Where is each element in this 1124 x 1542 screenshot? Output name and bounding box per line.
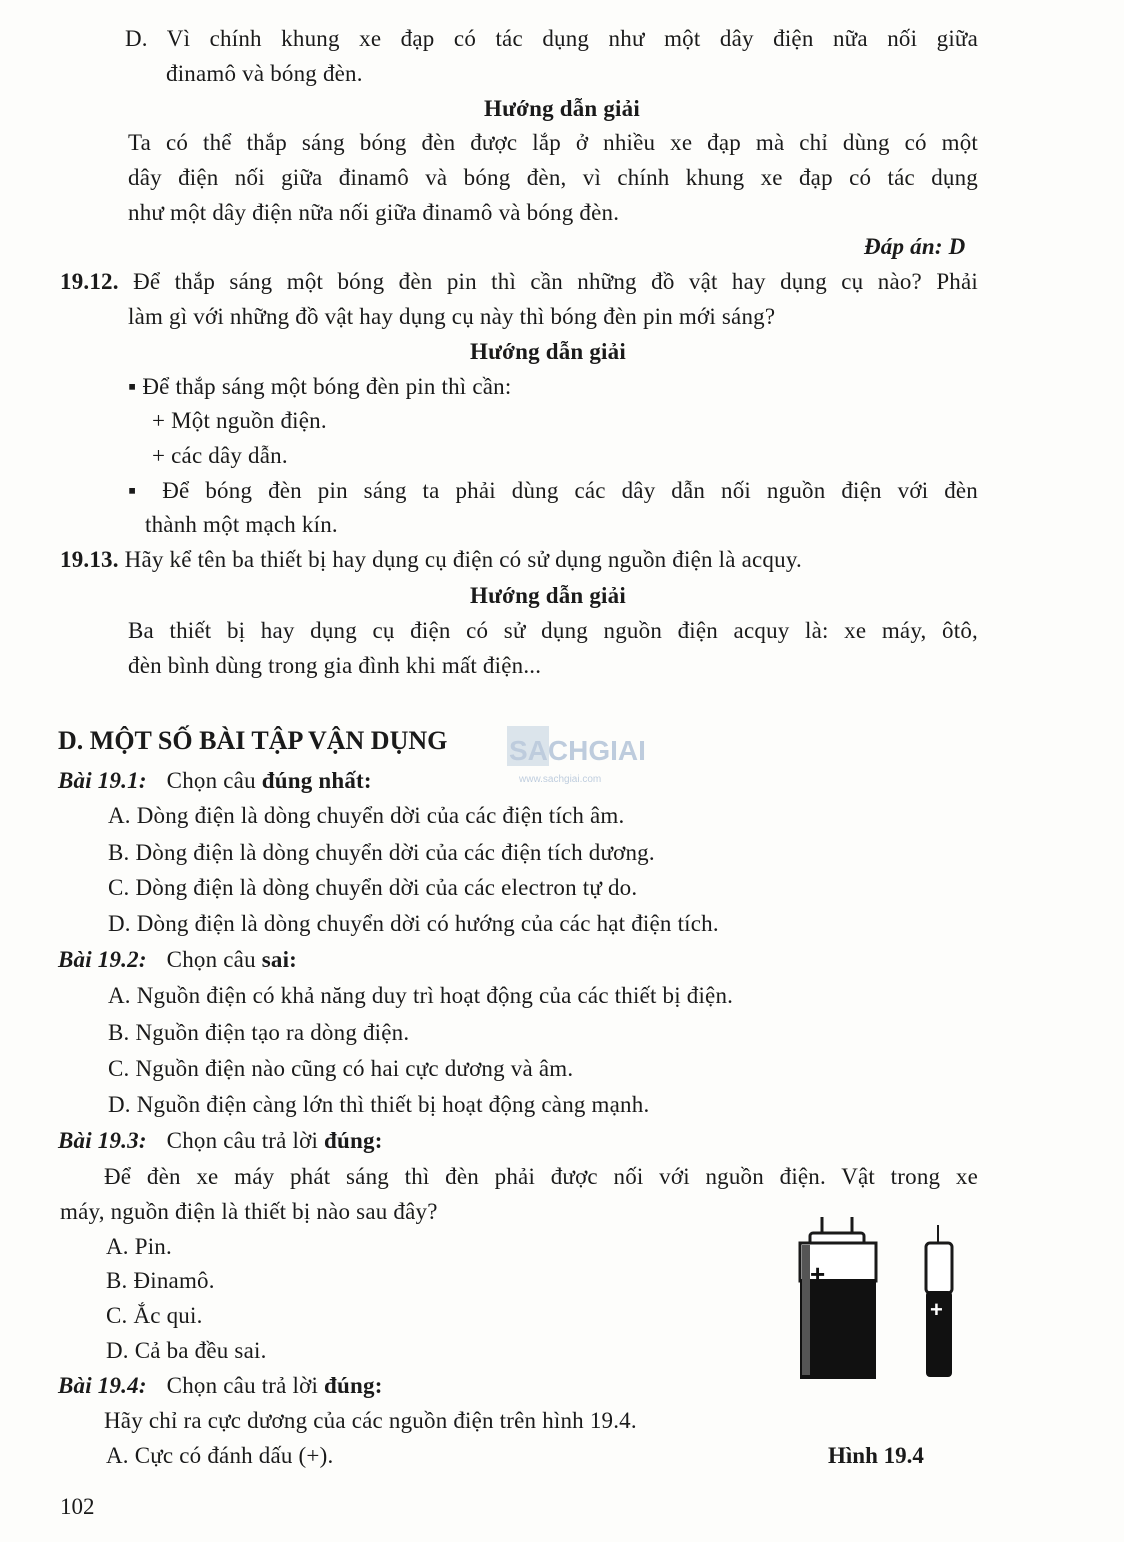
question-number: 19.12.	[60, 269, 119, 294]
exercise-19-4-prompt	[58, 1371, 383, 1401]
sub-item: + các dây dẫn.	[152, 443, 288, 468]
prompt-plain: Chọn câu	[166, 768, 262, 793]
watermark-url: www.sachgiai.com	[519, 774, 602, 785]
option-c: C. Dòng điện là dòng chuyển dời của các electron tự do.	[108, 875, 638, 900]
guide-title: Hướng dẫn giải	[484, 96, 640, 121]
prompt-bold: sai:	[261, 947, 298, 972]
bullet-text: Để bóng đèn pin sáng ta phải dùng các dây dẫn nối nguồn điện với đèn	[162, 478, 979, 503]
watermark-text: SACHGIAI	[509, 735, 646, 766]
exercise-question-line: Hãy chỉ ra cực dương của các nguồn điện trên hình 19.4.	[104, 1408, 637, 1433]
guide-text-line: đèn bình dùng trong gia đình khi mất điện...	[128, 653, 542, 678]
question-text: Để thắp sáng một bóng đèn pin thì cần những đồ vật hay dụng cụ nào? Phải	[133, 269, 979, 294]
exercise-19-2-prompt	[58, 945, 297, 975]
option-c: C. Ắc qui.	[106, 1303, 203, 1328]
option-a: A. Dòng điện là dòng chuyển dời của các điện tích âm.	[108, 803, 625, 828]
guide-text-line: Ba thiết bị hay dụng cụ điện có sử dụng nguồn điện acquy là: xe máy, ôtô,	[128, 618, 978, 643]
plus-mark: +	[810, 1259, 826, 1289]
exercise-question-line: máy, nguồn điện là thiết bị nào sau đây?	[60, 1199, 438, 1224]
battery-figure	[790, 1215, 960, 1385]
question-19-12-line-2: làm gì với những đồ vật hay dụng cụ này thì bóng đèn pin mới sáng?	[128, 304, 776, 329]
page-number: 102	[60, 1494, 95, 1519]
exercise-label: Bài 19.3:	[58, 1128, 147, 1153]
bullet-item	[128, 372, 511, 402]
bullet-icon: ▪	[128, 374, 137, 399]
exercise-label: Bài 19.4:	[58, 1373, 147, 1398]
bullet-icon: ▪	[128, 478, 147, 503]
plus-mark: +	[930, 1297, 943, 1322]
prompt-bold: đúng:	[324, 1373, 383, 1398]
option-b: B. Dòng điện là dòng chuyển dời của các điện tích dương.	[108, 840, 655, 865]
exercise-19-1-prompt	[58, 766, 372, 796]
exercise-label: Bài 19.1:	[58, 768, 147, 793]
guide-text-line: như một dây điện nữa nối giữa đinamô và bóng đèn.	[128, 200, 620, 225]
prompt-plain: Chọn câu trả lời	[166, 1128, 325, 1153]
watermark-logo	[505, 718, 646, 788]
option-d-line-1: D. Vì chính khung xe đạp có tác dụng như một dây điện nữa nối giữa	[125, 26, 978, 51]
bullet-item	[128, 476, 978, 506]
prompt-plain: Chọn câu trả lời	[166, 1373, 325, 1398]
sub-item: + Một nguồn điện.	[152, 408, 327, 433]
bullet-text-cont: thành một mạch kín.	[145, 512, 338, 537]
option-d: D. Nguồn điện càng lớn thì thiết bị hoạt động càng mạnh.	[108, 1092, 650, 1117]
option-c: C. Nguồn điện nào cũng có hai cực dương và âm.	[108, 1056, 574, 1081]
question-number: 19.13.	[60, 547, 119, 572]
option-d: D. Cả ba đều sai.	[106, 1338, 267, 1363]
guide-title: Hướng dẫn giải	[470, 339, 626, 364]
answer-label: Đáp án: D	[864, 234, 966, 259]
battery-slim	[926, 1225, 952, 1377]
option-a: A. Cực có đánh dấu (+).	[106, 1443, 334, 1468]
exercise-question-line: Để đèn xe máy phát sáng thì đèn phải được nối với nguồn điện. Vật trong xe	[104, 1164, 978, 1189]
option-a: A. Nguồn điện có khả năng duy trì hoạt động của các thiết bị điện.	[108, 983, 734, 1008]
exercise-label: Bài 19.2:	[58, 947, 147, 972]
figure-caption: Hình 19.4	[828, 1443, 924, 1468]
option-b: B. Đinamô.	[106, 1268, 215, 1293]
prompt-bold: đúng nhất:	[261, 768, 372, 793]
bullet-text: Để thắp sáng một bóng đèn pin thì cần:	[142, 374, 512, 399]
exercise-19-3-prompt	[58, 1126, 383, 1156]
question-text: Hãy kể tên ba thiết bị hay dụng cụ điện có sử dụng nguồn điện là acquy.	[124, 547, 802, 572]
battery-large	[800, 1217, 876, 1379]
prompt-plain: Chọn câu	[166, 947, 262, 972]
option-a: A. Pin.	[106, 1234, 172, 1259]
guide-text-line: dây điện nối giữa đinamô và bóng đèn, vì chính khung xe đạp có tác dụng	[128, 165, 978, 190]
question-19-12-line-1	[60, 267, 978, 297]
option-d-line-2: đinamô và bóng đèn.	[166, 61, 363, 86]
section-heading: D. MỘT SỐ BÀI TẬP VẬN DỤNG	[58, 726, 448, 755]
option-d: D. Dòng điện là dòng chuyển dời có hướng của các hạt điện tích.	[108, 911, 719, 936]
option-b: B. Nguồn điện tạo ra dòng điện.	[108, 1020, 410, 1045]
guide-text-line: Ta có thể thắp sáng bóng đèn được lắp ở nhiều xe đạp mà chỉ dùng có một	[128, 130, 978, 155]
prompt-bold: đúng:	[324, 1128, 383, 1153]
guide-title: Hướng dẫn giải	[470, 583, 626, 608]
question-19-13	[60, 545, 802, 575]
